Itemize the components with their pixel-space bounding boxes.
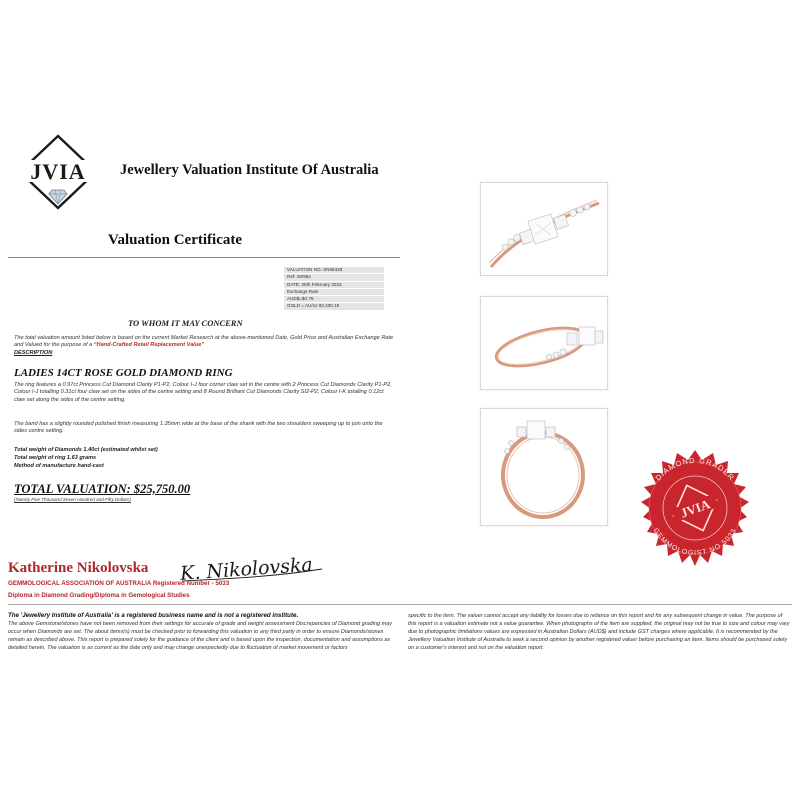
salutation: TO WHOM IT MAY CONCERN xyxy=(128,318,243,328)
footer-divider xyxy=(8,604,792,605)
valuation-purpose: “Hand-Crafted Retail Replacement Value” xyxy=(93,342,205,349)
description-paragraph-2: The band has a slightly rounded polished finish measuring 1.35mm wide at the base of the shank with the two shoulders sweeping up to join onto the sides centre setting. xyxy=(14,421,383,435)
logo-text: JVIA xyxy=(30,159,86,184)
svg-text:DIAMOND GRADER: DIAMOND GRADER xyxy=(653,455,737,483)
reference-box xyxy=(284,267,384,329)
disclaimer-lead: The 'Jewellery Institute of Australia' is a registered business name and is not a registered institute. xyxy=(8,612,299,619)
disclaimer-left-text: The above Gemstone/stones have not been removed from their settings for accurate of grade and weight assessment Discrepancies of Diamond grading may occur when Diamonds are set. The about items(s) must be checked prior to forwarding this valuation to any third party in order to ensure Diamonds/stones remain as described above. This report is prepared solely for the guidance of the client and is based upon the inspection, documentation and assumptions as detailed herein. The valuation is as current as the date only and may change unexpectedly due to fluctuation of market movement or factors xyxy=(8,621,392,651)
ring-photo-front-view xyxy=(480,408,608,526)
jvia-logo xyxy=(14,132,102,218)
reference-number: Ref: 29/984 xyxy=(284,274,384,280)
intro-body: The total valuation amount listed below is based on the current Market Research at the above-mentioned Date, Gold Price and Australian Exchange Rate and Valued for the purpose of a xyxy=(14,335,394,349)
total-in-words: (Twenty Five Thousand Seven Hundred and Fifty Dollars) xyxy=(14,497,131,502)
title-divider xyxy=(8,257,400,258)
ring-photo-side-view xyxy=(480,296,608,390)
exchange-label: Exchange Rate xyxy=(284,289,384,295)
valuer-diplomas: Diploma in Diamond Grading/Diploma in Gemological Studies xyxy=(8,592,190,599)
ring-image xyxy=(481,409,607,525)
fact-ring-weight: Total weight of ring 1.63 grams xyxy=(14,455,97,461)
valuation-number: VALUATION NO. XN98429 xyxy=(284,267,384,273)
exchange-rate: AUD$=$0.78 xyxy=(284,296,384,302)
ring-image xyxy=(481,183,607,275)
disclaimer-left xyxy=(8,612,400,652)
item-facts xyxy=(14,446,158,470)
item-title: LADIES 14CT ROSE GOLD DIAMOND RING xyxy=(14,367,233,379)
valuation-date: DATE: 25th February 2023 xyxy=(284,282,384,288)
ring-photo-top-view xyxy=(480,182,608,276)
valuer-name: Katherine Nikolovska xyxy=(8,560,149,576)
diamond-grader-seal xyxy=(628,448,762,582)
disclaimer-right: specific to the item. The valuer cannot accept any liability for losses due to reliance on this report and for any subsequent change in value. The purpose of this report is a valuation estimate not a value guarantee. When photographs of the item are supplied, the original may not be true to size and colour may vary due to photographic limitations values are expressed in Australian Dollars (AUD$) and include GST charges where applicable. It is recommended by the Jewellery Valuation Institute of Australia to seek a second opinion by another registered valuer before purchasing an item. Items should be purchased solely on a customer's interest and not on the valuation report. xyxy=(408,613,790,651)
description-paragraph-1: The ring features a 0.97ct Princess Cut Diamond Clarity P1-P2, Colour I-J four corner claw set in the centre with 2 Princess Cut Diamonds Clarity P1-P2, Colour I-J totalling 0.31ct four claw set on the sides of the centre setting and 8 Round Brilliant Cut Diamonds Clarity SI2-P2, Colour I-K totalling 0.12ct claw set along the sides of the centre setting. xyxy=(14,382,392,403)
organisation-name: Jewellery Valuation Institute Of Australia xyxy=(120,162,379,178)
certificate-title: Valuation Certificate xyxy=(108,232,243,248)
intro-text xyxy=(14,335,394,357)
total-valuation: TOTAL VALUATION: $25,750.00 xyxy=(14,482,191,496)
svg-text:K. Nikolovska: K. Nikolovska xyxy=(179,553,314,585)
association-registration: GEMMOLOGICAL ASSOCIATION OF AUSTRALIA Registered Number - 5033 xyxy=(8,580,230,587)
fact-manufacture: Method of manufacture hand-cast xyxy=(14,463,104,469)
svg-text:GEMMOLOGIST NO 5033: GEMMOLOGIST NO 5033 xyxy=(651,527,739,558)
ring-image xyxy=(481,297,607,389)
gold-rate: GOLD = AU/oz $2,400.19 xyxy=(284,303,384,309)
fact-diamond-weight: Total weight of Diamonds 1.40ct (estimated whilst set) xyxy=(14,447,158,453)
svg-text:JVIA: JVIA xyxy=(678,496,712,521)
description-label: DESCRIPTION xyxy=(14,349,53,356)
